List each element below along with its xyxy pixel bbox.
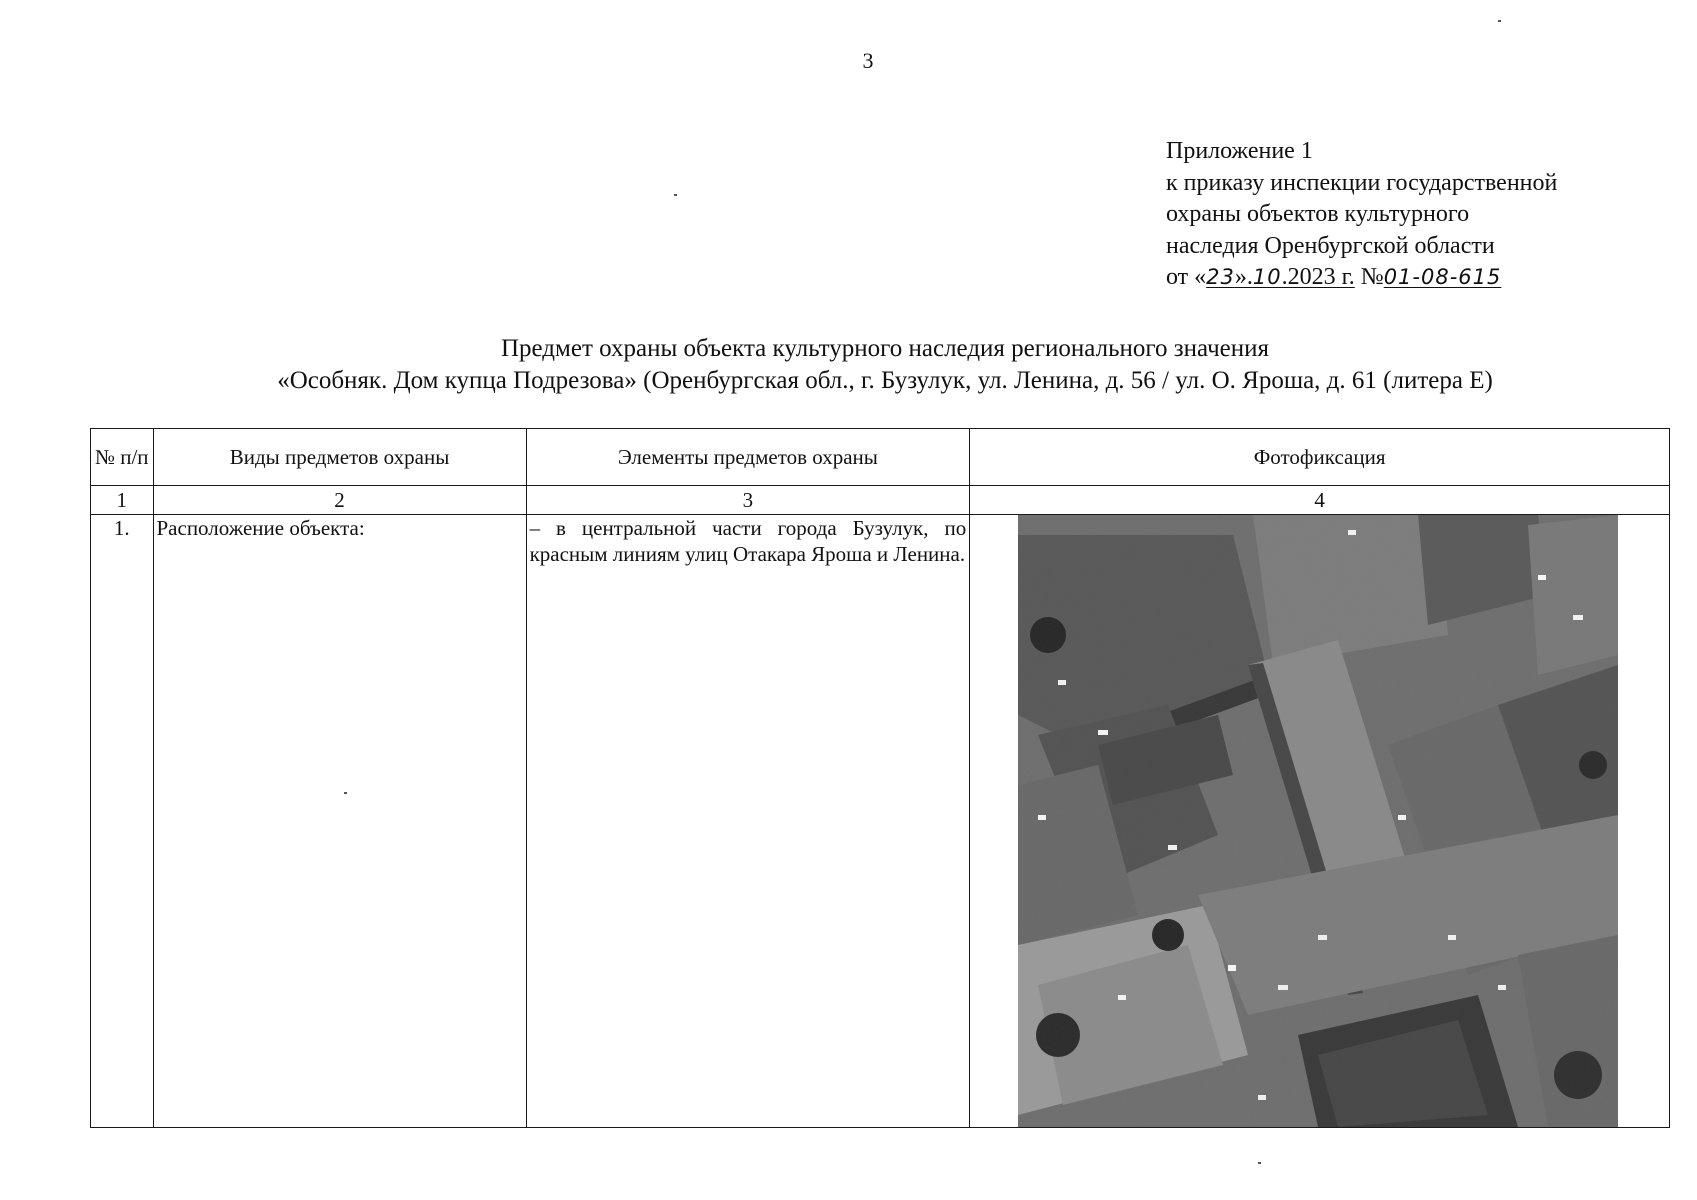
header-types: Виды предметов охраны [153,429,526,486]
table-header-row [91,429,1670,486]
appendix-line-3: охраны объектов культурного [1166,201,1470,227]
scan-speck [1258,1162,1261,1164]
column-numbers-row [91,486,1670,515]
date-month-handwritten: 10 [1252,265,1282,289]
title-line-1: Предмет охраны объекта культурного наследия регионального значения [500,335,1270,362]
appendix-date-line [1166,262,1557,294]
date-prefix: от « [1166,264,1207,290]
row-elements: – в центральной части города Бузулук, по красным линиям улиц Отакара Яроша и Ленина. [526,515,970,1128]
header-elements: Элементы предметов охраны [526,429,970,486]
document-title [0,333,1697,397]
appendix-line-1: Приложение 1 [1166,138,1313,164]
header-number: № п/п [91,429,154,486]
header-photo: Фотофиксация [970,429,1670,486]
appendix-line-4: наследия Оренбургской области [1166,232,1495,259]
aerial-photo [1018,515,1618,1127]
column-number: 2 [153,486,526,515]
number-prefix: № [1354,264,1384,290]
scan-speck [674,194,677,196]
page-number: 3 [862,48,874,73]
title-line-2: «Особняк. Дом купца Подрезова» (Оренбургская обл., г. Бузулук, ул. Ленина, д. 56 / ул. О. Яроша, д. 61 (литера Е) [277,367,1493,394]
order-number-handwritten: 01-08-615 [1383,265,1502,289]
date-separator: ». [1234,264,1253,290]
row-number: 1. [91,515,154,1128]
row-type: Расположение объекта: [153,515,526,1128]
date-year: .2023 г. [1281,264,1355,290]
column-number: 3 [526,486,970,515]
date-day-handwritten: 23 [1206,265,1235,289]
scan-speck [1498,20,1501,22]
table-row [91,515,1670,1128]
scan-speck [344,792,347,794]
column-number: 1 [91,486,154,515]
row-photo-cell [970,515,1670,1128]
column-number: 4 [970,486,1670,515]
protection-subject-table [90,428,1670,1128]
appendix-line-2: к приказу инспекции государственной [1166,169,1558,196]
appendix-block [1166,136,1557,294]
